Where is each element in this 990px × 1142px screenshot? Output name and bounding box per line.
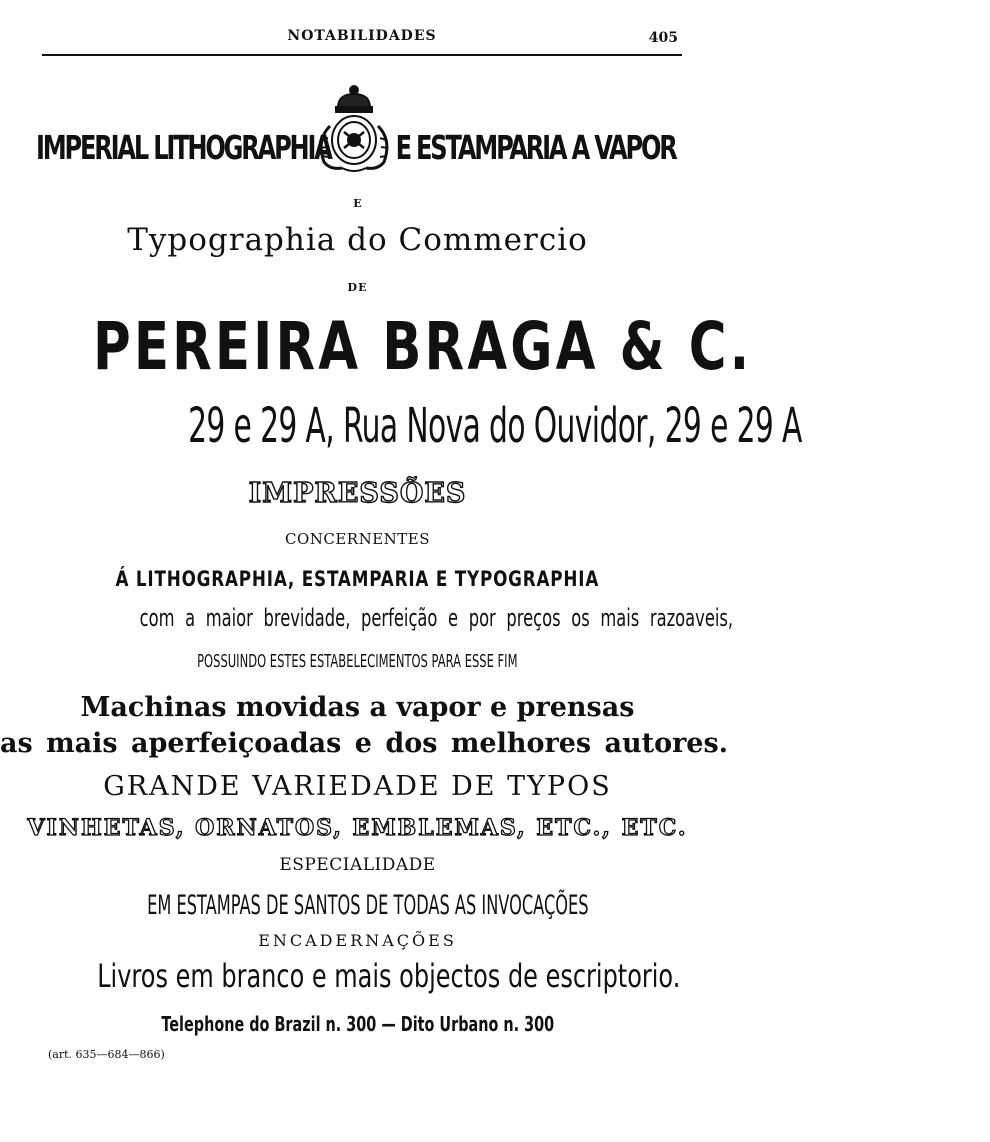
firm-line-1 [36,118,676,178]
telephone-wrap [0,1012,715,1036]
reference-note: (art. 635—684—866) [48,1048,165,1061]
imperial-lithographia-text: IMPERIAL LITHOGRAPHIA [36,128,331,167]
firm-name: PEREIRA BRAGA & C. [92,308,753,385]
livros-text: Livros em branco e mais objectos de escriptorio. [97,957,681,995]
machinas-line-2: as mais aperfeiçoadas e dos melhores autores. [0,728,729,759]
telephone-text: Telephone do Brazil n. 300 — Dito Urbano n. 300 [161,1012,554,1036]
especialidade-text: ESPECIALIDADE [279,855,436,875]
conjunction-e: E [353,197,362,210]
estampas-wrap [0,890,715,921]
concernentes-text: CONCERNENTES [284,530,431,548]
brevidade-text: com a maior brevidade, perfeição e por preços os mais razoaveis, [139,604,734,632]
running-header [42,20,682,56]
estamparia-a-vapor-text: E ESTAMPARIA A VAPOR [395,128,676,167]
estampas-text: EM ESTAMPAS DE SANTOS DE TODAS AS INVOCAÇÕES [147,890,589,921]
arts-text: Á LITHOGRAPHIA, ESTAMPARIA E TYPOGRAPHIA [115,567,600,591]
possuindo-wrap [0,651,715,672]
vinhetas-text: VINHETAS, ORNATOS, EMBLEMAS, ETC., ETC. [27,815,688,841]
header-title: NOTABILIDADES [287,28,437,44]
variedade-text: GRANDE VARIEDADE DE TYPOS [103,771,612,802]
address-text: 29 e 29 A, Rua Nova do Ouvidor, 29 e 29 A [188,398,802,454]
machinas-line-1: Machinas movidas a vapor e prensas [80,692,635,723]
possuindo-text: POSSUINDO ESTES ESTABELECIMENTOS PARA ESSE FIM [197,651,518,672]
typographia-title: Typographia do Commercio [127,222,588,258]
page-number: 405 [648,30,678,46]
impressoes-heading: IMPRESSÕES [248,478,467,509]
livros-wrap [0,957,715,995]
encadernacoes-text: ENCADERNAÇÕES [258,931,457,950]
arts-wrap [0,567,715,591]
de-text: DE [347,281,368,294]
brevidade-wrap [0,604,734,632]
address-wrap [0,398,802,460]
firm-name-wrap [0,308,753,388]
